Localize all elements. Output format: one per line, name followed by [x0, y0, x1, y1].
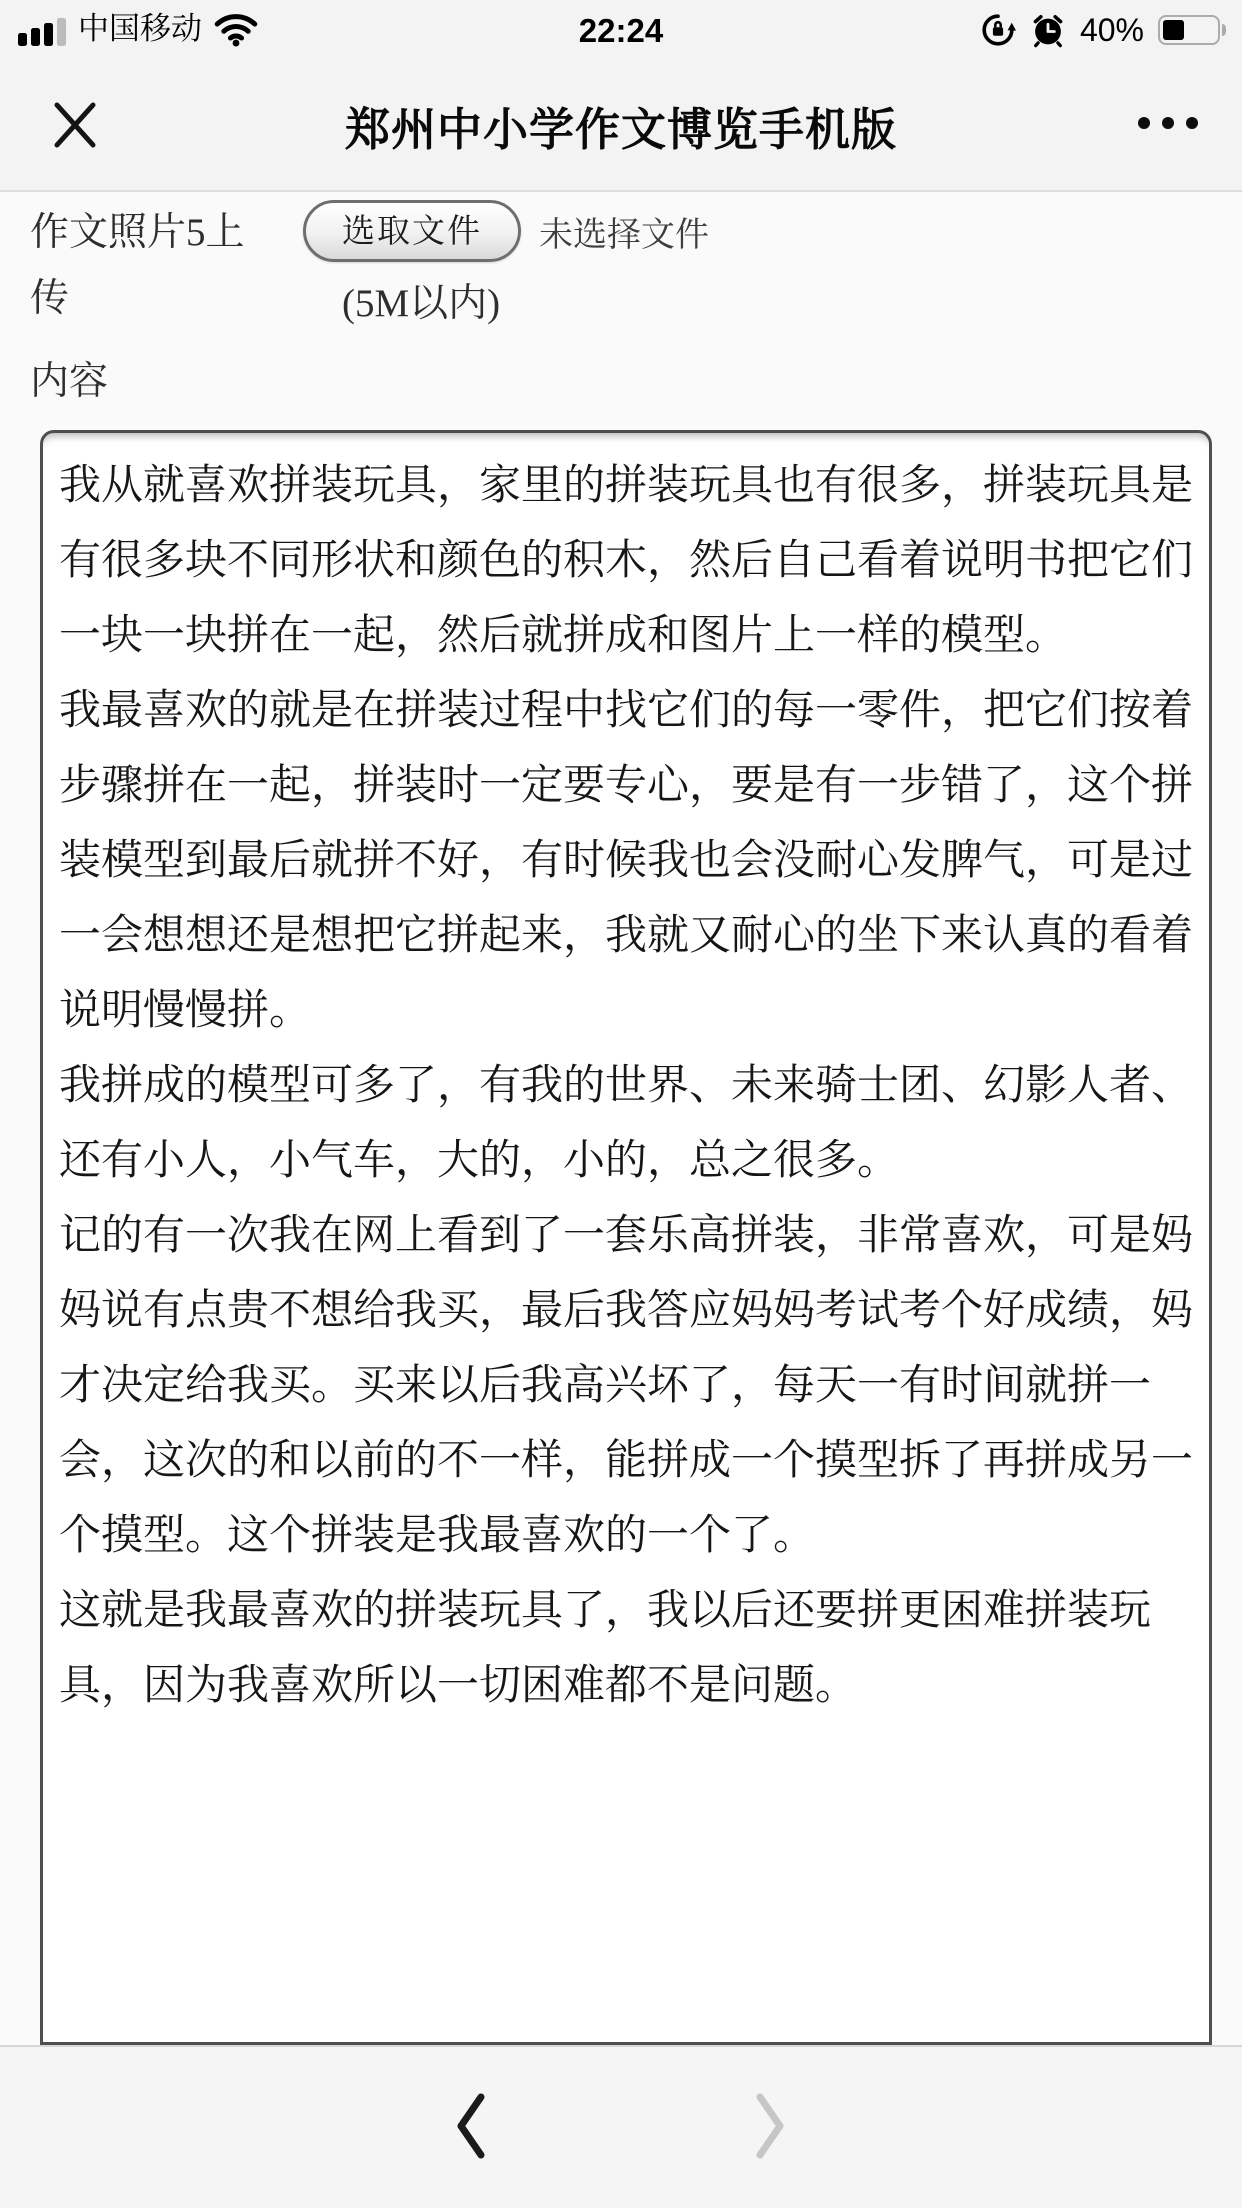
- clock-time: 22:24: [578, 12, 664, 49]
- file-size-hint: (5M以内): [342, 282, 501, 325]
- orientation-lock-icon: [980, 12, 1016, 48]
- forward-button[interactable]: [750, 2093, 788, 2159]
- essay-paragraph: 我最喜欢的就是在拼装过程中找它们的每一零件，把它们按着步骤拼在一起，拼装时一定要专心，要是有一步错了，这个拼装模型到最后就拼不好，有时候我也会没耐心发脾气，可是过一会想想还是想把它拼起来，我就又耐心的坐下来认真的看着说明慢慢拼。: [59, 686, 1194, 1033]
- battery-nub: [1222, 24, 1226, 36]
- status-bar-right: [980, 10, 1226, 50]
- choose-file-button[interactable]: 选取文件: [303, 200, 521, 262]
- navbar: [0, 60, 1242, 192]
- dot: [1162, 117, 1174, 129]
- status-bar: [0, 0, 1242, 60]
- essay-paragraph: 我从就喜欢拼装玩具，家里的拼装玩具也有很多，拼装玩具是有很多块不同形状和颜色的积木，然后自己看着说明书把它们一块一块拼在一起，然后就拼成和图片上一样的模型。: [59, 461, 1194, 658]
- alarm-icon: [1030, 12, 1066, 48]
- essay-paragraph: 记的有一次我在网上看到了一套乐高拼装，非常喜欢，可是妈妈说有点贵不想给我买，最后我答应妈妈考试考个好成绩，妈才决定给我买。买来以后我高兴坏了，每天一有时间就拼一会，这次的和以前的不一样，能拼成一个摸型拆了再拼成另一个摸型。这个拼装是我最喜欢的一个了。: [59, 1211, 1194, 1558]
- battery-icon: [1158, 15, 1226, 45]
- page-title: 郑州中小学作文博览手机版: [344, 103, 897, 155]
- back-button[interactable]: [453, 2093, 491, 2159]
- more-options-icon[interactable]: [1138, 117, 1198, 129]
- battery-fill: [1163, 20, 1184, 40]
- essay-textarea[interactable]: [40, 430, 1212, 2045]
- close-icon[interactable]: [50, 100, 100, 150]
- dot: [1186, 117, 1198, 129]
- content-label: 内容: [30, 360, 109, 403]
- photo-upload-label: 作文照片5上传: [30, 211, 245, 320]
- browser-toolbar: [0, 2045, 1242, 2208]
- no-file-selected-text: 未选择文件: [539, 215, 709, 254]
- file-input-row: [303, 200, 709, 262]
- battery-percent-label: 40%: [1079, 11, 1144, 48]
- essay-paragraph: 我拼成的模型可多了，有我的世界、未来骑士团、幻影人者、还有小人，小气车，大的，小的，总之很多。: [59, 1061, 1194, 1183]
- dot: [1138, 117, 1150, 129]
- carrier-label: 中国移动: [78, 11, 202, 46]
- essay-paragraph: 这就是我最喜欢的拼装玩具了，我以后还要拼更困难拼装玩具，因为我喜欢所以一切困难都不是问题。: [59, 1586, 1152, 1708]
